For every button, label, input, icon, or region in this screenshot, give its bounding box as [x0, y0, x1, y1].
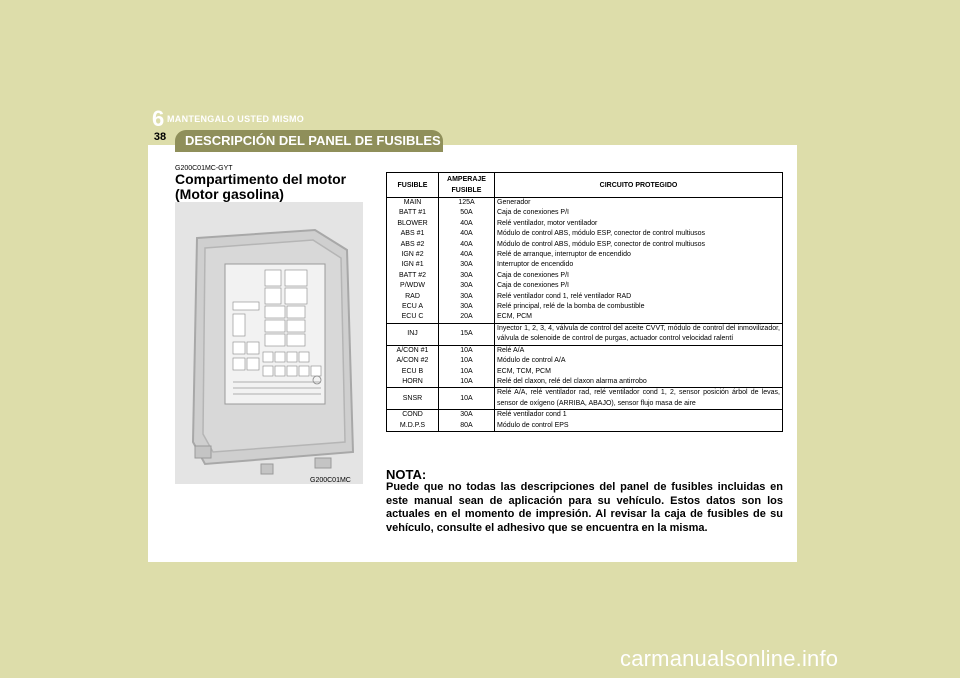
fuse-amperage: 10A: [439, 388, 495, 410]
fuse-circuit: Caja de conexiones P/I: [495, 281, 783, 291]
fuse-table: [386, 172, 783, 432]
fuse-circuit: Relé de arranque, interruptor de encendido: [495, 250, 783, 260]
table-row: [387, 302, 783, 312]
header-fuse: FUSIBLE: [387, 173, 439, 198]
fuse-amperage: 30A: [439, 292, 495, 302]
table-row: [387, 198, 783, 209]
table-header-row: [387, 173, 783, 198]
table-row: [387, 410, 783, 421]
fuse-amperage: 50A: [439, 208, 495, 218]
watermark-text: carmanualsonline.info: [620, 646, 839, 671]
table-row: [387, 292, 783, 302]
fuse-amperage: 30A: [439, 271, 495, 281]
table-row: [387, 229, 783, 239]
note-text: Puede que no todas las descripciones del panel de fusibles incluidas en este manual sean de aplicación para su vehículo. Estos datos son los actuales en el momento de impresión. Al revisar la caja de fusibles de su vehículo, consulte el adhesivo que se encuentra en la misma.: [386, 481, 783, 534]
fuse-name: ECU A: [387, 302, 439, 312]
fuse-amperage: 40A: [439, 219, 495, 229]
fuse-circuit: Interruptor de encendido: [495, 260, 783, 270]
fuse-circuit: Módulo de control ABS, módulo ESP, conector de control multiusos: [495, 229, 783, 239]
fuse-name: BLOWER: [387, 219, 439, 229]
fuse-name: IGN #1: [387, 260, 439, 270]
fuse-amperage: 10A: [439, 345, 495, 356]
fuse-name: COND: [387, 410, 439, 421]
fuse-circuit: Relé principal, relé de la bomba de combustible: [495, 302, 783, 312]
note-label: NOTA:: [386, 467, 427, 482]
fuse-circuit: Relé ventilador cond 1, relé ventilador RAD: [495, 292, 783, 302]
table-row: [387, 260, 783, 270]
table-row: [387, 323, 783, 345]
fuse-name: MAIN: [387, 198, 439, 209]
fuse-circuit: Relé ventilador, motor ventilador: [495, 219, 783, 229]
fuse-circuit: Caja de conexiones P/I: [495, 208, 783, 218]
fuse-name: ABS #1: [387, 229, 439, 239]
table-row: [387, 271, 783, 281]
fuse-name: ECU C: [387, 312, 439, 323]
table-row: [387, 356, 783, 366]
fuse-circuit: Módulo de control A/A: [495, 356, 783, 366]
fuse-name: IGN #2: [387, 250, 439, 260]
fuse-amperage: 10A: [439, 356, 495, 366]
reference-code: G200C01MC-GYT: [175, 165, 233, 172]
table-row: [387, 240, 783, 250]
chapter-title: MANTENGALO USTED MISMO: [167, 114, 305, 124]
photo-caption: G200C01MC: [310, 477, 351, 484]
fuse-amperage: 30A: [439, 281, 495, 291]
fuse-name: ABS #2: [387, 240, 439, 250]
fuse-name: RAD: [387, 292, 439, 302]
fuse-amperage: 40A: [439, 240, 495, 250]
fuse-name: BATT #2: [387, 271, 439, 281]
table-row: [387, 421, 783, 432]
table-row: [387, 208, 783, 218]
fuse-name: M.D.P.S: [387, 421, 439, 432]
fuse-circuit: ECM, TCM, PCM: [495, 367, 783, 377]
fuse-name: A/CON #1: [387, 345, 439, 356]
table-row: [387, 281, 783, 291]
page-number: 38: [153, 131, 167, 143]
fuse-name: INJ: [387, 323, 439, 345]
fuse-circuit: Relé del claxon, relé del claxon alarma antirrobo: [495, 377, 783, 388]
table-row: [387, 250, 783, 260]
fuse-name: BATT #1: [387, 208, 439, 218]
chapter-number: 6: [152, 106, 165, 131]
fuse-name: P/WDW: [387, 281, 439, 291]
fuse-amperage: 10A: [439, 367, 495, 377]
fuse-name: A/CON #2: [387, 356, 439, 366]
fuse-circuit: Relé A/A: [495, 345, 783, 356]
fuse-circuit: Generador: [495, 198, 783, 209]
fuse-amperage: 20A: [439, 312, 495, 323]
page-heading: Compartimento del motor (Motor gasolina): [175, 171, 347, 202]
header-amperage: AMPERAJE FUSIBLE: [439, 173, 495, 198]
fuse-circuit: Relé ventilador cond 1: [495, 410, 783, 421]
table-row: [387, 367, 783, 377]
fuse-name: ECU B: [387, 367, 439, 377]
fuse-circuit: Caja de conexiones P/I: [495, 271, 783, 281]
fuse-amperage: 30A: [439, 410, 495, 421]
fuse-amperage: 10A: [439, 377, 495, 388]
fuse-amperage: 30A: [439, 260, 495, 270]
fuse-circuit: Módulo de control EPS: [495, 421, 783, 432]
fuse-name: SNSR: [387, 388, 439, 410]
table-row: [387, 377, 783, 388]
fuse-amperage: 40A: [439, 229, 495, 239]
table-row: [387, 345, 783, 356]
fuse-circuit: ECM, PCM: [495, 312, 783, 323]
table-row: [387, 388, 783, 410]
fuse-amperage: 40A: [439, 250, 495, 260]
fuse-circuit: Relé A/A, relé ventilador rad, relé ventilador cond 1, 2, sensor posición árbol de levas, sensor de oxígeno (ARRIBA, ABAJO), sensor flujo masa de aire: [495, 388, 783, 410]
header-circuit: CIRCUITO PROTEGIDO: [495, 173, 783, 198]
fuse-circuit: Módulo de control ABS, módulo ESP, conector de control multiusos: [495, 240, 783, 250]
fuse-amperage: 30A: [439, 302, 495, 312]
table-row: [387, 219, 783, 229]
fuse-box-photo: [175, 202, 363, 484]
table-row: [387, 312, 783, 323]
fuse-name: HORN: [387, 377, 439, 388]
fuse-amperage: 80A: [439, 421, 495, 432]
fuse-circuit: Inyector 1, 2, 3, 4, válvula de control del aceite CVVT, módulo de control del inmovilizador, válvula de solenoide de control de purgas, actuador control velocidad ralentí: [495, 323, 783, 345]
fuse-amperage: 125A: [439, 198, 495, 209]
section-title: DESCRIPCIÓN DEL PANEL DE FUSIBLES: [185, 133, 441, 148]
fuse-amperage: 15A: [439, 323, 495, 345]
